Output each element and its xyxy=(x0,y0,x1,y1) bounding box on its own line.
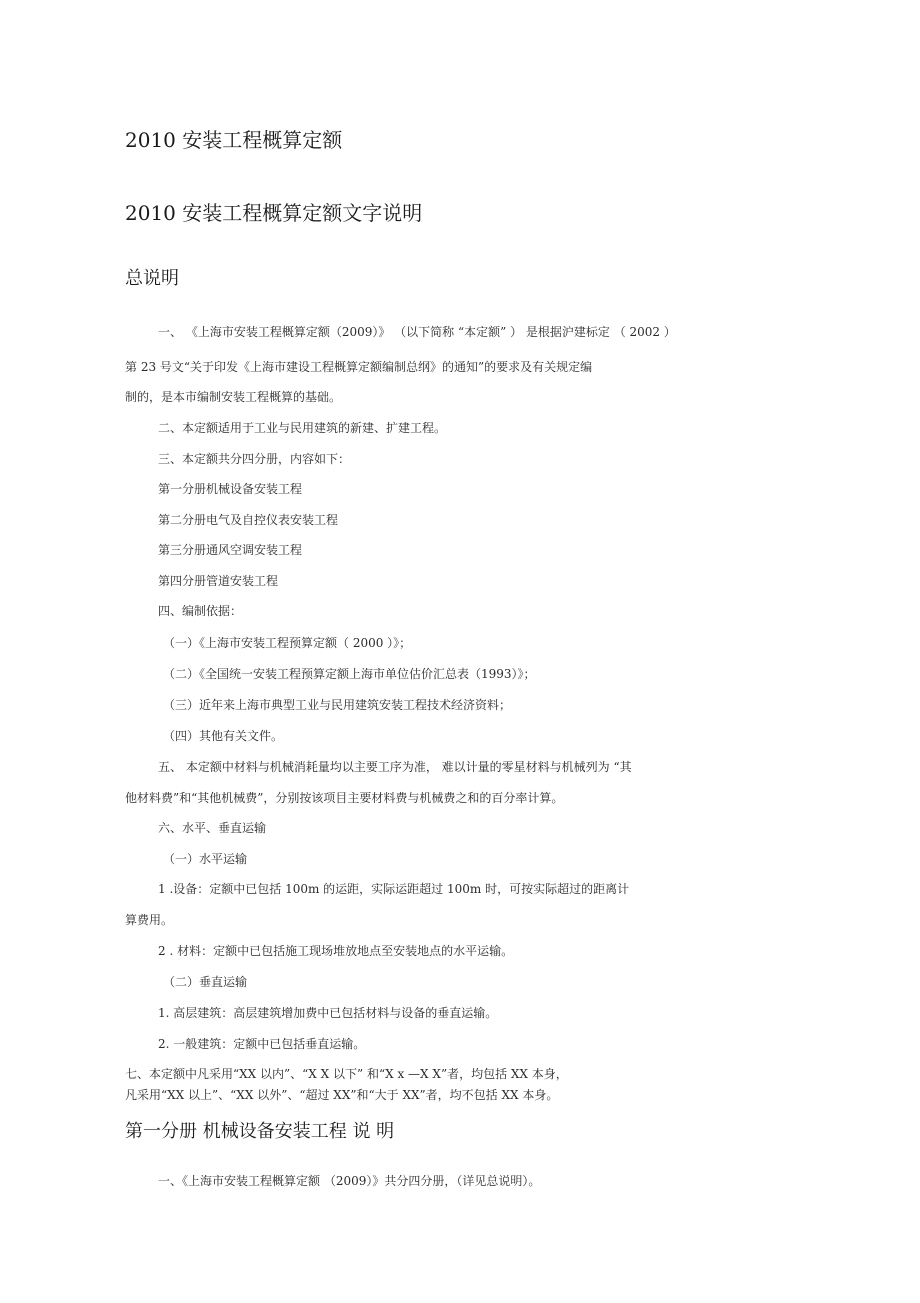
paragraph-1-line-2: 第 23 号文“关于印发《上海市建设工程概算定额编制总纲》的通知”的要求及有关规定编 xyxy=(125,360,593,374)
document-title: 2010 安装工程概算定额 xyxy=(125,128,343,152)
paragraph-1-line-3: 制的，是本市编制安装工程概算的基础。 xyxy=(125,390,342,404)
paragraph-6-vertical-item-2: 2. 一般建筑：定额中已包括垂直运输。 xyxy=(158,1037,366,1051)
paragraph-6-vertical-item-1: 1. 高层建筑：高层建筑增加费中已包括材料与设备的垂直运输。 xyxy=(158,1006,498,1020)
paragraph-6-item-2: 2 . 材料：定额中已包括施工现场堆放地点至安装地点的水平运输。 xyxy=(158,944,514,958)
paragraph-5-line-1: 五、 本定额中材料与机械消耗量均以主要工序为准， 难以计量的零星材料与机械列为 “其 xyxy=(158,760,632,774)
paragraph-3: 三、本定额共分四分册，内容如下： xyxy=(158,452,351,466)
paragraph-7-line-1: 七、本定额中凡采用“XX 以内”、“X X 以下” 和“X x —X X”者，均包括 XX 本身， xyxy=(125,1067,568,1081)
paragraph-6-item-1-line-2: 算费用。 xyxy=(125,913,174,927)
paragraph-6-subheading-horizontal: （一）水平运输 xyxy=(163,852,248,866)
paragraph-1-line-1: 一、 《上海市安装工程概算定额（2009）》 （以下简称 “本定额” ） 是根据沪建标定 （ 2002 ） xyxy=(158,325,676,339)
volume-item: 第四分册管道安装工程 xyxy=(158,574,279,588)
document-subtitle: 2010 安装工程概算定额文字说明 xyxy=(125,201,423,225)
section-heading-general: 总说明 xyxy=(125,268,179,289)
basis-item: （四）其他有关文件。 xyxy=(163,729,284,743)
paragraph-7-line-2: 凡采用“XX 以上”、“XX 以外”、“超过 XX”和“大于 XX”者，均不包括 XX 本身。 xyxy=(125,1088,559,1102)
section-heading-volume-1: 第一分册 机械设备安装工程 说 明 xyxy=(125,1121,395,1142)
volume-1-paragraph-1: 一、《上海市安装工程概算定额 （2009）》共分四分册，（详见总说明）。 xyxy=(158,1174,541,1188)
volume-item: 第二分册电气及自控仪表安装工程 xyxy=(158,513,339,527)
paragraph-6: 六、水平、垂直运输 xyxy=(158,821,267,835)
volume-item: 第三分册通风空调安装工程 xyxy=(158,543,303,557)
basis-item: （三）近年来上海市典型工业与民用建筑安装工程技术经济资料； xyxy=(163,698,512,712)
paragraph-6-subheading-vertical: （二）垂直运输 xyxy=(163,975,248,989)
basis-item: （二）《全国统一安装工程预算定额上海市单位估价汇总表（1993）》； xyxy=(163,667,536,681)
paragraph-2: 二、本定额适用于工业与民用建筑的新建、扩建工程。 xyxy=(158,421,447,435)
basis-item: （一）《上海市安装工程预算定额（ 2000 ）》； xyxy=(163,636,412,650)
paragraph-4: 四、编制依据： xyxy=(158,604,243,618)
paragraph-5-line-2: 他材料费”和“其他机械费”，分别按该项目主要材料费与机械费之和的百分率计算。 xyxy=(125,791,564,805)
volume-item: 第一分册机械设备安装工程 xyxy=(158,482,303,496)
paragraph-6-item-1-line-1: 1 .设备：定额中已包括 100m 的运距，实际运距超过 100m 时，可按实际超过的距离计 xyxy=(158,882,630,896)
